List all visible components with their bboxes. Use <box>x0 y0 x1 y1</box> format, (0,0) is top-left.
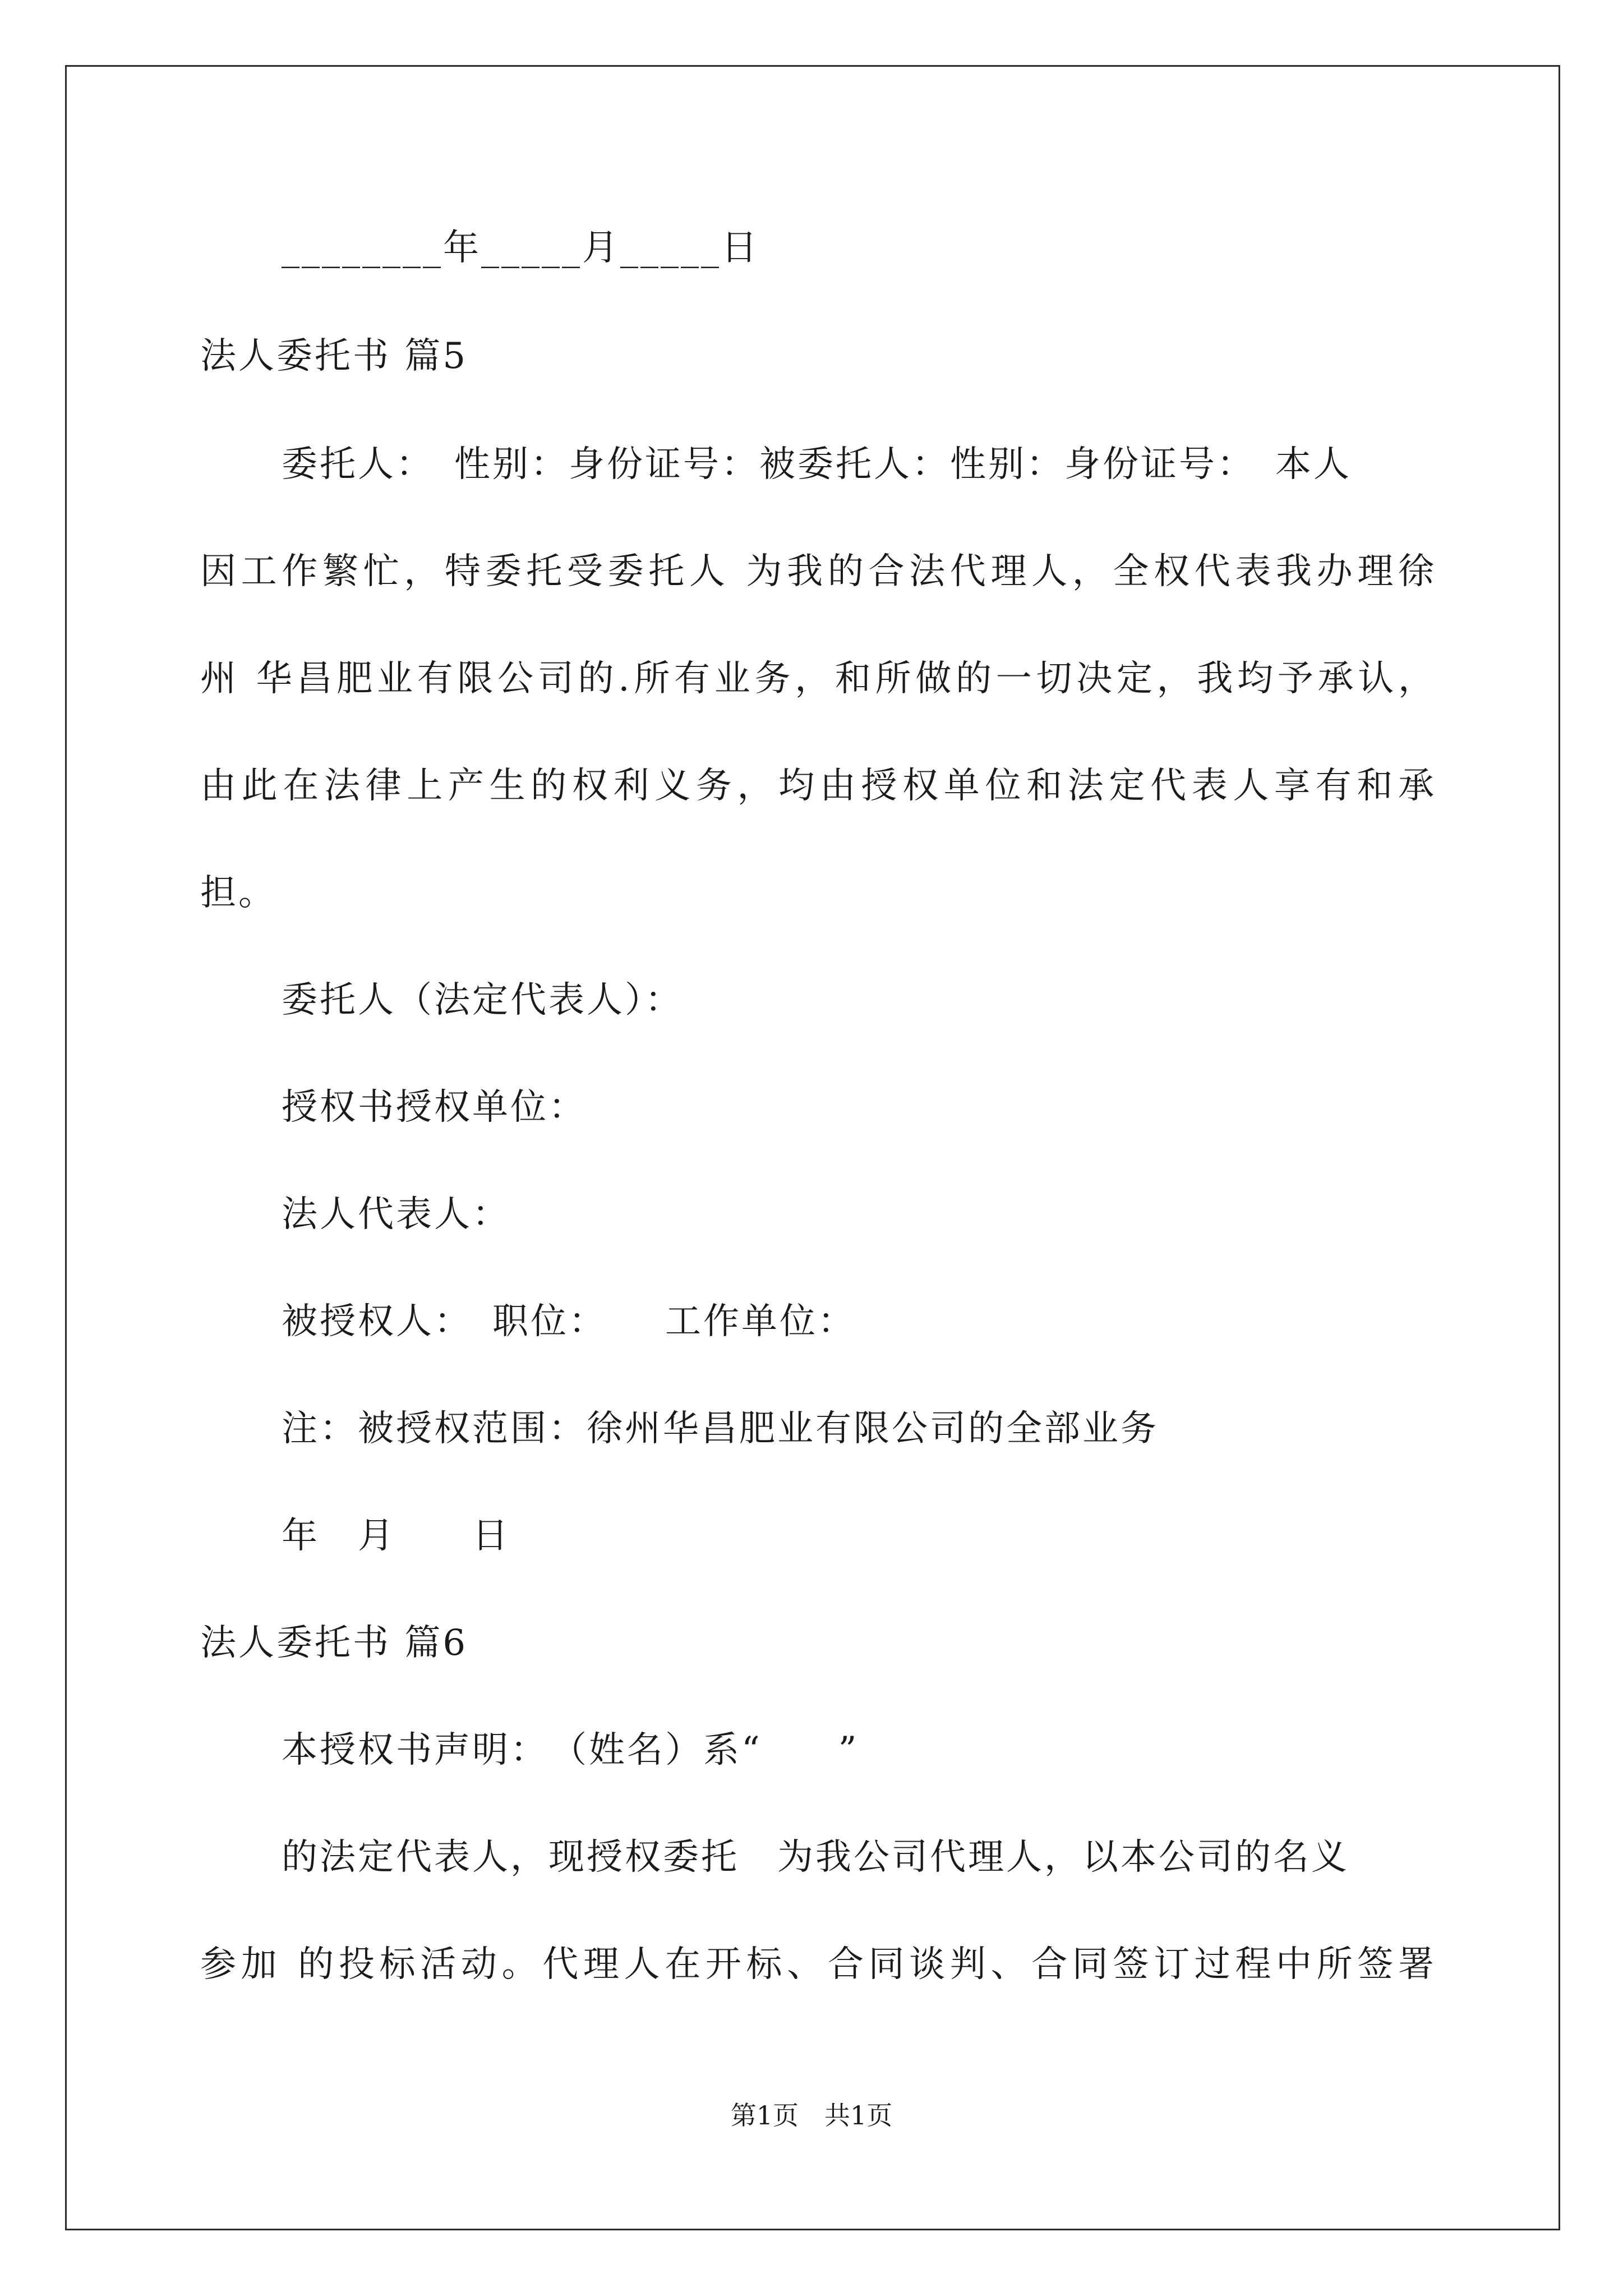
page-border <box>65 65 1560 2230</box>
paragraph-line: 担。 <box>200 872 276 914</box>
paragraph-line: 由此在法律上产生的权利义务，均由授权单位和法定代表人享有和承 <box>200 765 1434 807</box>
signature-field: 委托人（法定代表人）： <box>282 979 683 1021</box>
paragraph-line: 州 华昌肥业有限公司的.所有业务，和所做的一切决定，我均予承认， <box>200 658 1434 700</box>
section-heading-6: 法人委托书 篇6 <box>200 1622 468 1664</box>
section-heading-5: 法人委托书 篇5 <box>200 335 468 377</box>
paragraph-line: 本授权书声明： （姓名）系“ ” <box>282 1729 859 1771</box>
paragraph-line: 因工作繁忙，特委托受委托人 为我的合法代理人，全权代表我办理徐 <box>200 551 1434 592</box>
signature-field: 授权书授权单位： <box>282 1087 587 1128</box>
paragraph-line: 委托人： 性别：身份证号：被委托人：性别：身份证号： 本人 <box>282 444 1352 485</box>
scope-note: 注：被授权范围：徐州华昌肥业有限公司的全部业务 <box>282 1408 1159 1450</box>
date-line: ________年_____月_____日 <box>282 227 759 269</box>
signature-field: 被授权人： 职位： 工作单位： <box>282 1301 856 1342</box>
signature-field: 法人代表人： <box>282 1194 510 1235</box>
paragraph-line: 参加 的投标活动。代理人在开标、合同谈判、合同签订过程中所签署 <box>200 1944 1434 1985</box>
page-number: 第1页 共1页 <box>730 2100 893 2131</box>
paragraph-line: 的法定代表人，现授权委托 为我公司代理人，以本公司的名义 <box>282 1837 1349 1878</box>
date-line: 年 月 日 <box>282 1515 510 1557</box>
